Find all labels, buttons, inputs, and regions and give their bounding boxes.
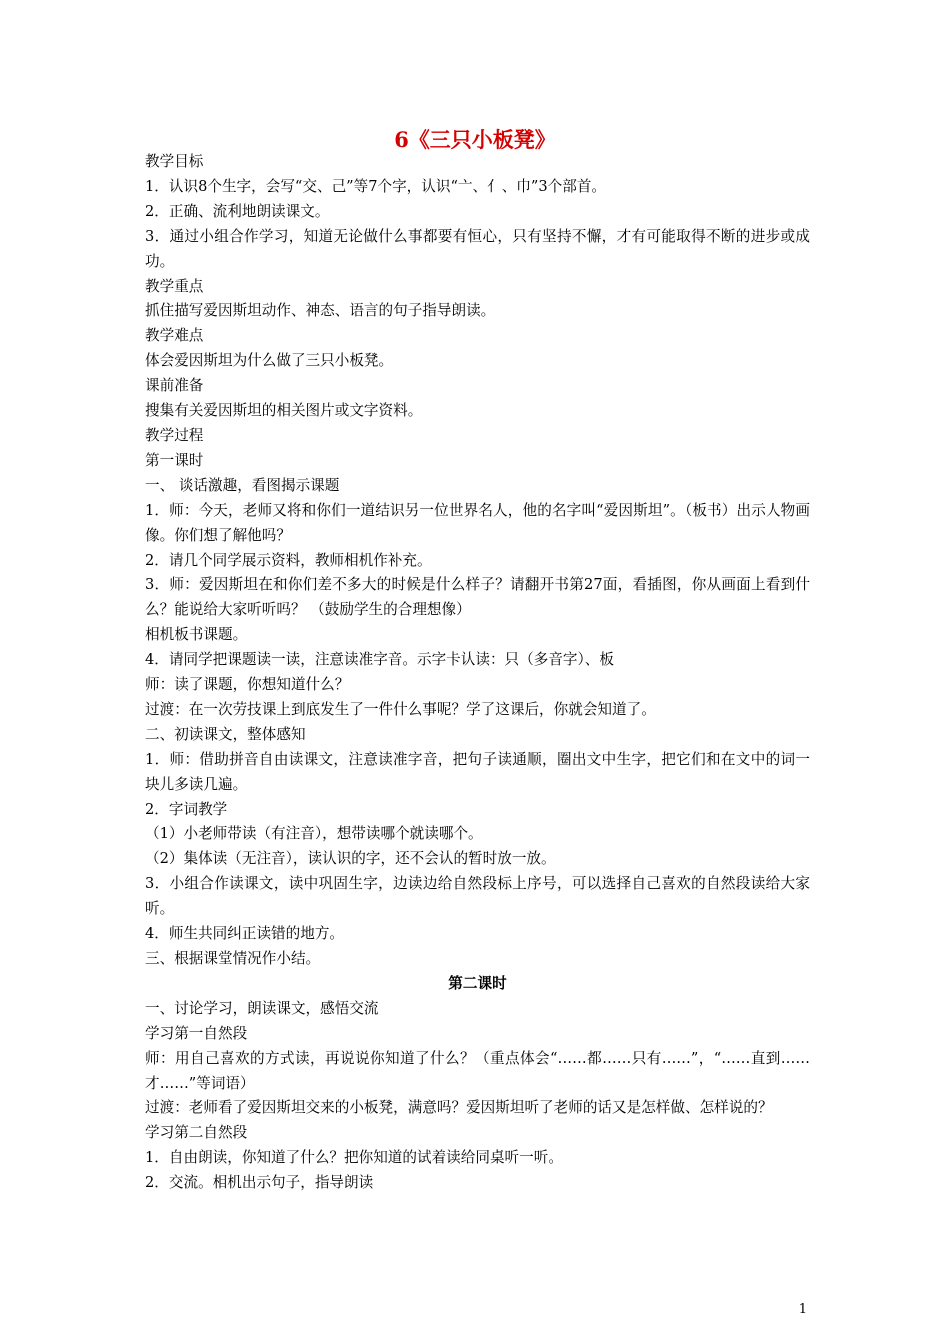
paragraph: 2．正确、流利地朗读课文。 <box>145 202 330 220</box>
paragraph: 学习第一自然段 <box>145 1024 248 1042</box>
paragraph: 3．通过小组合作学习，知道无论做什么事都要有恒心，只有坚持不懈，才有可能取得不断的进步或成功。 <box>145 227 810 270</box>
page-number: 1 <box>798 1302 807 1317</box>
paragraph: 1．师：借助拼音自由读课文，注意读准字音，把句子读通顺，圈出文中生字，把它们和在文中的词一块儿多读几遍。 <box>145 750 810 793</box>
paragraph: 相机板书课题。 <box>145 626 248 644</box>
paragraph: 师：用自己喜欢的方式读，再说说你知道了什么？（重点体会“……都……只有……”，“……直到……才……”等词语） <box>145 1049 810 1092</box>
paragraph: 4．请同学把课题读一读，注意读准字音。示字卡认读：只（多音字）、板 <box>145 651 614 669</box>
paragraph: （2）集体读（无注音），读认识的字，还不会认的暂时放一放。 <box>145 850 556 868</box>
paragraph: 2．字词教学 <box>145 800 228 818</box>
section-heading: 一、讨论学习，朗读课文，感悟交流 <box>145 999 379 1017</box>
document-body <box>145 150 810 1196</box>
heading-lesson-two: 第二课时 <box>448 974 507 992</box>
paragraph: 4．师生共同纠正读错的地方。 <box>145 925 345 943</box>
paragraph: 过渡：老师看了爱因斯坦交来的小板凳，满意吗？爱因斯坦听了老师的话又是怎样做、怎样说的？ <box>145 1099 773 1117</box>
heading-process: 教学过程 <box>145 426 204 444</box>
paragraph: 3．师：爱因斯坦在和你们差不多大的时候是什么样子？请翻开书第27面，看插图，你从画面上看到什么？能说给大家听听吗？ （鼓励学生的合理想像） <box>145 576 810 619</box>
section-heading: 二、初读课文，整体感知 <box>145 725 306 743</box>
heading-lesson-one: 第一课时 <box>145 451 204 469</box>
paragraph: 1．自由朗读，你知道了什么？把你知道的试着读给同桌听一听。 <box>145 1149 563 1167</box>
paragraph: （1）小老师带读（有注音），想带读哪个就读哪个。 <box>145 825 483 843</box>
heading-difficulties: 教学难点 <box>145 327 204 345</box>
section-heading: 三、根据课堂情况作小结。 <box>145 950 321 967</box>
paragraph: 3．小组合作读课文，读中巩固生字，边读边给自然段标上序号，可以选择自己喜欢的自然段读给大家听。 <box>145 875 810 918</box>
paragraph: 1．师：今天，老师又将和你们一道结识另一位世界名人，他的名字叫“爱因斯坦”。（板书）出示人物画像。你们想了解他吗？ <box>145 501 810 544</box>
paragraph: 师：读了课题，你想知道什么？ <box>145 676 350 694</box>
paragraph: 1．认识8个生字，会写“交、己”等7个字，认识“亠、亻、巾”3个部首。 <box>145 177 607 195</box>
paragraph: 搜集有关爱因斯坦的相关图片或文字资料。 <box>145 402 423 420</box>
paragraph: 抓住描写爱因斯坦动作、神态、语言的句子指导朗读。 <box>145 302 496 320</box>
heading-objectives: 教学目标 <box>145 153 204 170</box>
heading-preparation: 课前准备 <box>145 377 204 395</box>
paragraph: 体会爱因斯坦为什么做了三只小板凳。 <box>145 352 394 370</box>
paragraph: 2．交流。相机出示句子，指导朗读 <box>145 1174 374 1192</box>
document-title: 6《三只小板凳》 <box>394 127 556 152</box>
section-heading: 一、 谈话激趣，看图揭示课题 <box>145 476 340 494</box>
paragraph: 过渡：在一次劳技课上到底发生了一件什么事呢？学了这课后，你就会知道了。 <box>145 700 656 718</box>
heading-key-points: 教学重点 <box>145 277 204 295</box>
paragraph: 学习第二自然段 <box>145 1124 248 1142</box>
paragraph: 2．请几个同学展示资料，教师相机作补充。 <box>145 551 432 569</box>
